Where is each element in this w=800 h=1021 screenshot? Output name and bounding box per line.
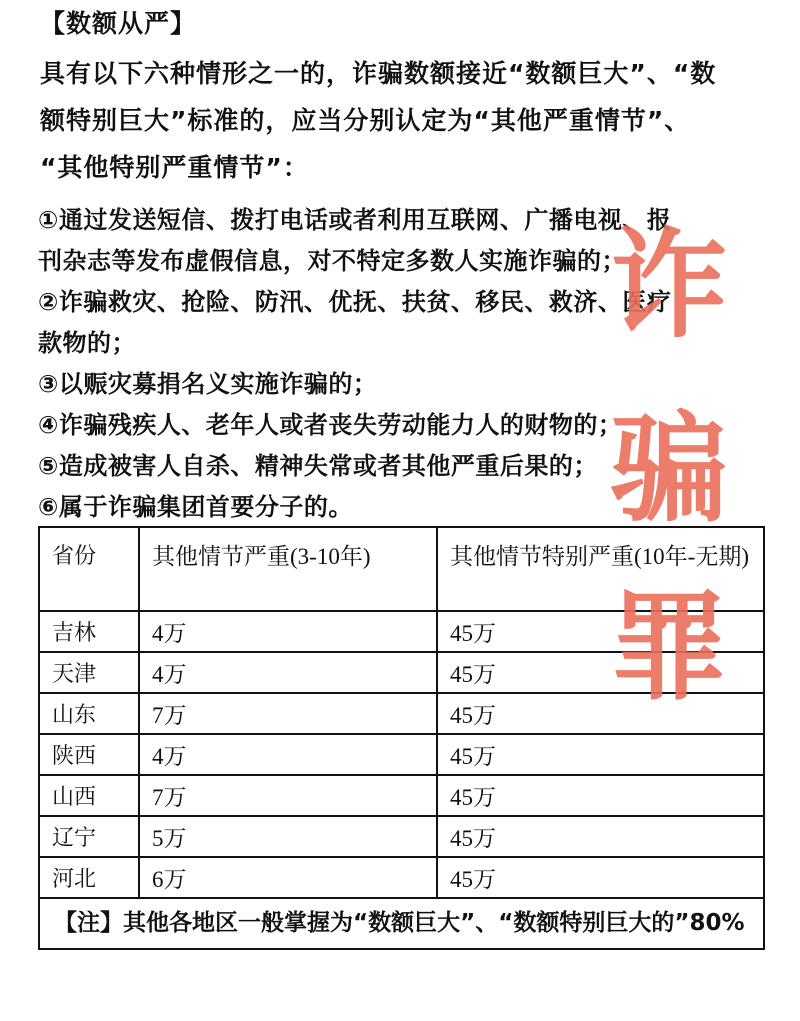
intro-line: “其他特别严重情节”： [40,153,309,182]
especially-serious-amount-cell: 45万 [437,611,764,652]
province-cell: 河北 [39,857,139,898]
table-row [39,734,764,775]
watermark-char: 诈 [609,216,728,354]
column-header-province: 省份 [39,527,139,611]
province-cell: 山西 [39,775,139,816]
list-item: ④诈骗残疾人、老年人或者丧失劳动能力人的财物的； [38,411,623,439]
serious-amount-cell: 4万 [139,611,437,652]
serious-amount-cell: 7万 [139,693,437,734]
serious-amount-cell: 7万 [139,775,437,816]
circumstance-list [38,200,783,538]
list-item: 款物的； [38,329,136,357]
section-heading: 【数额从严】 [40,9,197,38]
table-row [39,693,764,734]
table-note: 【注】其他各地区一般掌握为“数额巨大”、“数额特别巨大的”80% [39,898,764,949]
table-row [39,611,764,652]
column-header-especially-serious: 其他情节特别严重(10年-无期) [437,527,764,611]
table-row [39,652,764,693]
serious-amount-cell: 6万 [139,857,437,898]
list-item: ⑥属于诈骗集团首要分子的。 [38,493,353,521]
list-item: 刊杂志等发布虚假信息，对不特定多数人实施诈骗的； [38,247,626,275]
province-cell: 吉林 [39,611,139,652]
province-cell: 山东 [39,693,139,734]
watermark-char: 骗 [609,400,728,538]
especially-serious-amount-cell: 45万 [437,775,764,816]
serious-amount-cell: 4万 [139,734,437,775]
threshold-table [38,526,765,950]
list-item: ①通过发送短信、拨打电话或者利用互联网、广播电视、报 [38,206,672,234]
intro-line: 额特别巨大”标准的，应当分别认定为“其他严重情节”、 [40,106,691,135]
serious-amount-cell: 5万 [139,816,437,857]
column-header-serious: 其他情节严重(3-10年) [139,527,437,611]
table-row [39,857,764,898]
watermark-char: 罪 [609,578,728,716]
list-item: ③以赈灾募捐名义实施诈骗的； [38,370,378,398]
province-cell: 陕西 [39,734,139,775]
table-header-row [39,527,764,611]
list-item: ⑤造成被害人自杀、精神失常或者其他严重后果的； [38,452,598,480]
especially-serious-amount-cell: 45万 [437,693,764,734]
especially-serious-amount-cell: 45万 [437,734,764,775]
province-cell: 辽宁 [39,816,139,857]
table-row [39,775,764,816]
especially-serious-amount-cell: 45万 [437,652,764,693]
especially-serious-amount-cell: 45万 [437,816,764,857]
serious-amount-cell: 4万 [139,652,437,693]
province-cell: 天津 [39,652,139,693]
table-note-row [39,898,764,949]
list-item: ②诈骗救灾、抢险、防汛、优抚、扶贫、移民、救济、医疗 [38,288,672,316]
especially-serious-amount-cell: 45万 [437,857,764,898]
intro-paragraph [40,50,780,191]
intro-line: 具有以下六种情形之一的，诈骗数额接近“数额巨大”、“数 [40,59,717,88]
table-row [39,816,764,857]
